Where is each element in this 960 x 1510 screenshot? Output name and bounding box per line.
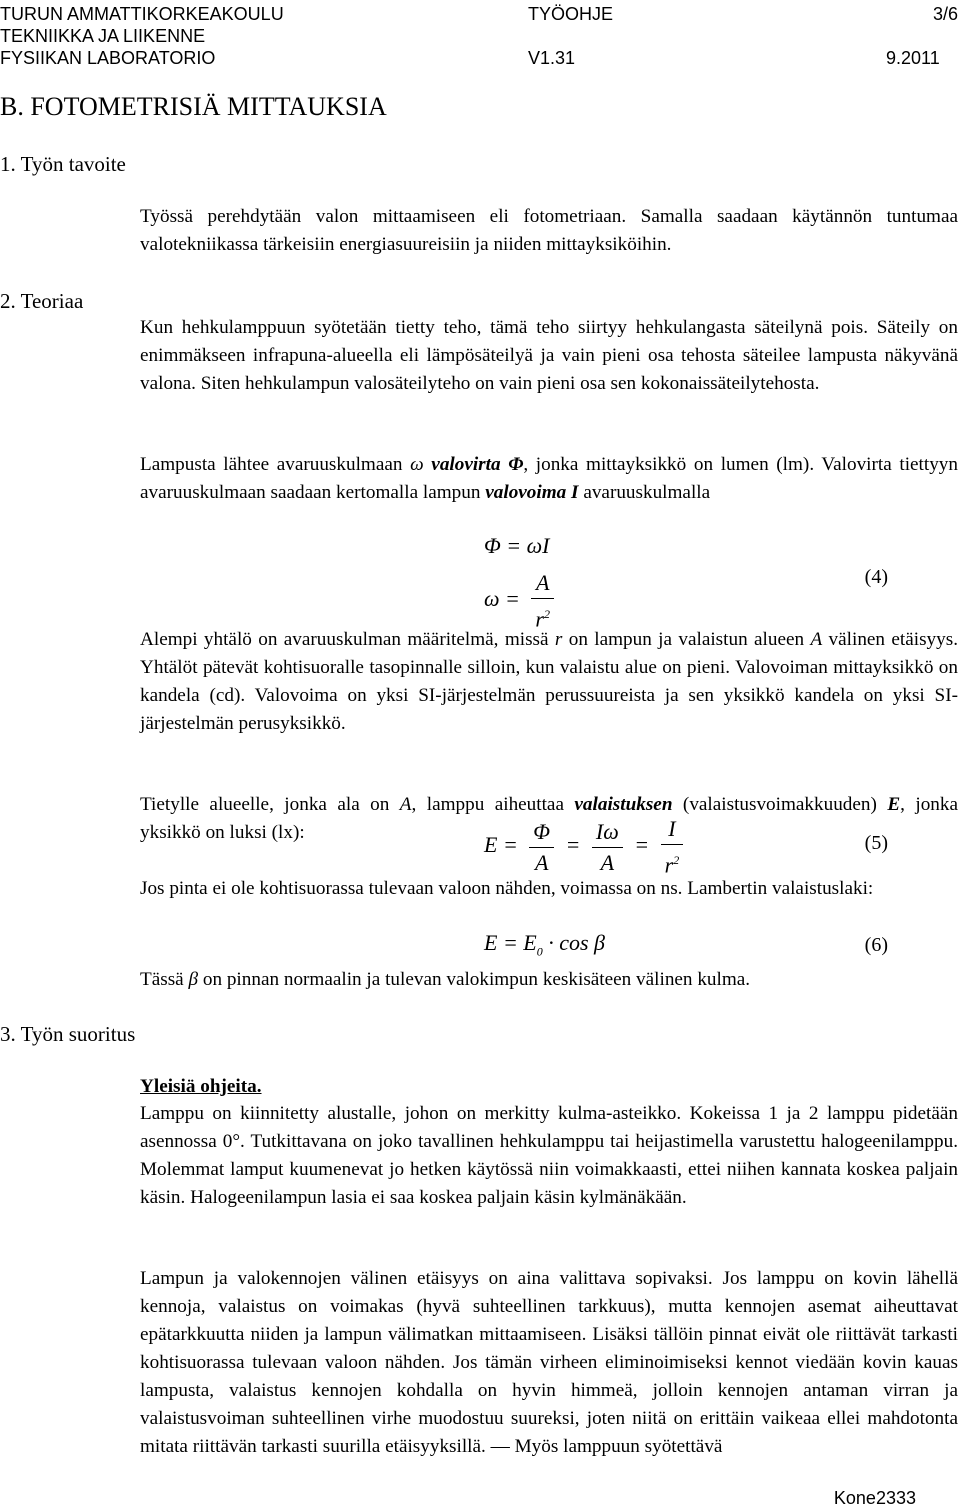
symbol-phi: Φ: [508, 454, 524, 475]
header-org-line1: TURUN AMMATTIKORKEAKOULU: [0, 4, 284, 24]
equals-sign: =: [565, 832, 581, 858]
subscript: 0: [536, 944, 543, 959]
term-valovirta: valovirta: [423, 454, 509, 475]
text-run: , jonka mittayksikkö on lumen (lm). Valovirta tiettyyn avaruuskulmaan saadaan kertomalla lampun: [140, 454, 958, 503]
footer-code: Kone2333: [833, 1488, 916, 1508]
section-heading-theory: 2. Teoriaa: [0, 289, 84, 313]
denominator-base: r: [664, 852, 674, 878]
text-run: Alempi yhtälö on avaruuskulman määritelmä, missä: [140, 629, 555, 650]
text-run: , jonka yksikkö on luksi (lx):: [140, 794, 958, 843]
section-heading-goal: 1. Työn tavoite: [0, 152, 126, 176]
fraction: [531, 568, 554, 634]
fraction-numerator: A: [531, 568, 554, 599]
paragraph-lamp-mounting: Lamppu on kiinnitetty alustalle, johon on merkitty kulma-asteikko. Kokeissa 1 ja 2 lamppu pidetään asennossa 0°. Tutkittavana on joko tavallinen hehkulamppu tai heijastimella varustettu halogeenilamppu. Molemmat lamput kuumenevat jo hetken käytössä niin voimakkaasti, ettei niihen kannata koskea paljain käsin. Halogeenilampun lasia ei saa koskea paljain käsin kylmänäkään.: [140, 1103, 958, 1208]
paragraph-beta-definition: [140, 966, 958, 994]
fraction-numerator: Iω: [592, 817, 623, 848]
paragraph-solid-angle-definition: [140, 626, 958, 738]
equation-number-4: (4): [864, 566, 888, 588]
text-run: (valaistusvoimakkuuden): [672, 794, 888, 815]
fraction: [529, 817, 554, 878]
header-page-number: 3/6: [933, 4, 959, 24]
equation-solid-angle: [484, 568, 560, 634]
symbol-E: E: [887, 794, 901, 815]
text-run: Tietylle alueelle, jonka ala on: [140, 794, 400, 815]
paragraph-theory-intro: Kun hehkulamppuun syötetään tietty teho, tämä teho siirtyy hehkulangasta säteilynä pois. Säteily on enimmäkseen infrapuna-alueella eli lämpösäteilyä ja vain pieni osa tehosta säteilee lampusta näkyvänä valona. Siten hehkulampun valosäteilyteho on vain pieni osa sen kokonaissäteilytehosta.: [140, 317, 958, 394]
equation-illuminance: [484, 814, 689, 880]
term-valovoima: valovoima I: [485, 482, 579, 503]
header-version: V1.31: [528, 48, 576, 68]
equation-lhs: ω =: [484, 586, 520, 612]
text-run: , lamppu aiheuttaa: [411, 794, 575, 815]
term-valaistus: valaistuksen: [574, 794, 673, 815]
paragraph-goal: Työssä perehdytään valon mittaamiseen eli fotometriaan. Samalla saadaan käytännön tuntumaa valotekniikassa tärkeisiin energiasuureisiin ja niiden mittayksiköihin.: [140, 206, 958, 255]
exponent: 2: [543, 607, 550, 621]
symbol-A: A: [399, 794, 412, 815]
equation-flux-intensity: Φ = ωI: [484, 533, 550, 558]
equation-lhs: E = E: [484, 930, 537, 955]
header-doc-type: TYÖOHJE: [528, 4, 614, 24]
text-run: välinen etäisyys. Yhtälöt pätevät kohtisuoralle tasopinnalle silloin, kun valaistu alue on pieni. Valovoiman mittayksikkö on kandela (cd). Valovoima on yksi SI-järjestelmän perussuureista ja sen yksikkö kandela on yksi SI-järjestelmän perusyksikkö.: [140, 629, 958, 734]
equals-sign: =: [634, 832, 650, 858]
paragraph-distance: Lampun ja valokennojen välinen etäisyys on aina valittava sopivaksi. Jos lamppu on kovin lähellä kennoja, valaistus on voimakas (hyvä suhteellinen tarkkuus), mutta kennojen asemat aiheuttavat epätarkkuutta niiden ja lampun välimatkan mittaamiseen. Lisäksi tällöin pinnat eivät ole riittävät tarkasti kohtisuorassa tulevaan valoon nähden. Jos tämän virheen eliminoimiseksi kennot viedään kovin kauas lampusta, valaistus kennojen kohdalla on hyvin himmeä, jolloin kennojen antaman virran ja valaistusvoiman suhteellinen virhe muodostuu suureksi, joten niitä on erittäin vaikeaa ellei mahdotonta mitata riittävän tarkasti suurilla etäisyyksillä. — Myös lamppuun syötettävä: [140, 1268, 958, 1457]
equation-number-5: (5): [864, 832, 888, 854]
fraction-denominator: A: [534, 849, 549, 875]
text-run: on pinnan normaalin ja tulevan valokimpun keskisäteen välinen kulma.: [198, 969, 751, 990]
header-org-line3: FYSIIKAN LABORATORIO: [0, 48, 216, 68]
symbol-A: A: [810, 629, 823, 650]
equation-lhs: E =: [484, 832, 518, 858]
header-org-line2: TEKNIIKKA JA LIIKENNE: [0, 26, 206, 46]
exponent: 2: [673, 853, 680, 867]
text-run: Tässä: [140, 969, 189, 990]
equation-lambert: [484, 930, 605, 959]
subheading-general-instructions: Yleisiä ohjeita.: [140, 1076, 262, 1097]
text-run: on lampun ja valaistun alueen: [562, 629, 811, 650]
paragraph-luminous-flux: [140, 451, 958, 507]
symbol-r: r: [554, 629, 563, 650]
fraction-numerator: I: [661, 814, 684, 845]
fraction: [592, 817, 623, 878]
document-title: B. FOTOMETRISIÄ MITTAUKSIA: [0, 92, 387, 121]
header-date: 9.2011: [886, 48, 940, 68]
fraction: [661, 814, 684, 880]
paragraph-lambert-intro: Jos pinta ei ole kohtisuorassa tulevaan valoon nähden, voimassa on ns. Lambertin valaistuslaki:: [140, 878, 874, 899]
text-run: Lampusta lähtee avaruuskulmaan: [140, 454, 411, 475]
section-heading-procedure: 3. Työn suoritus: [0, 1022, 136, 1046]
fraction-numerator: Φ: [529, 817, 554, 848]
symbol-beta: β: [188, 969, 199, 990]
symbol-omega: ω: [410, 454, 424, 475]
denominator-base: r: [535, 606, 544, 632]
equation-number-6: (6): [864, 934, 888, 956]
fraction-denominator: A: [600, 849, 615, 875]
text-run: avaruuskulmalla: [578, 482, 711, 503]
equation-rhs: · cos β: [542, 930, 606, 955]
